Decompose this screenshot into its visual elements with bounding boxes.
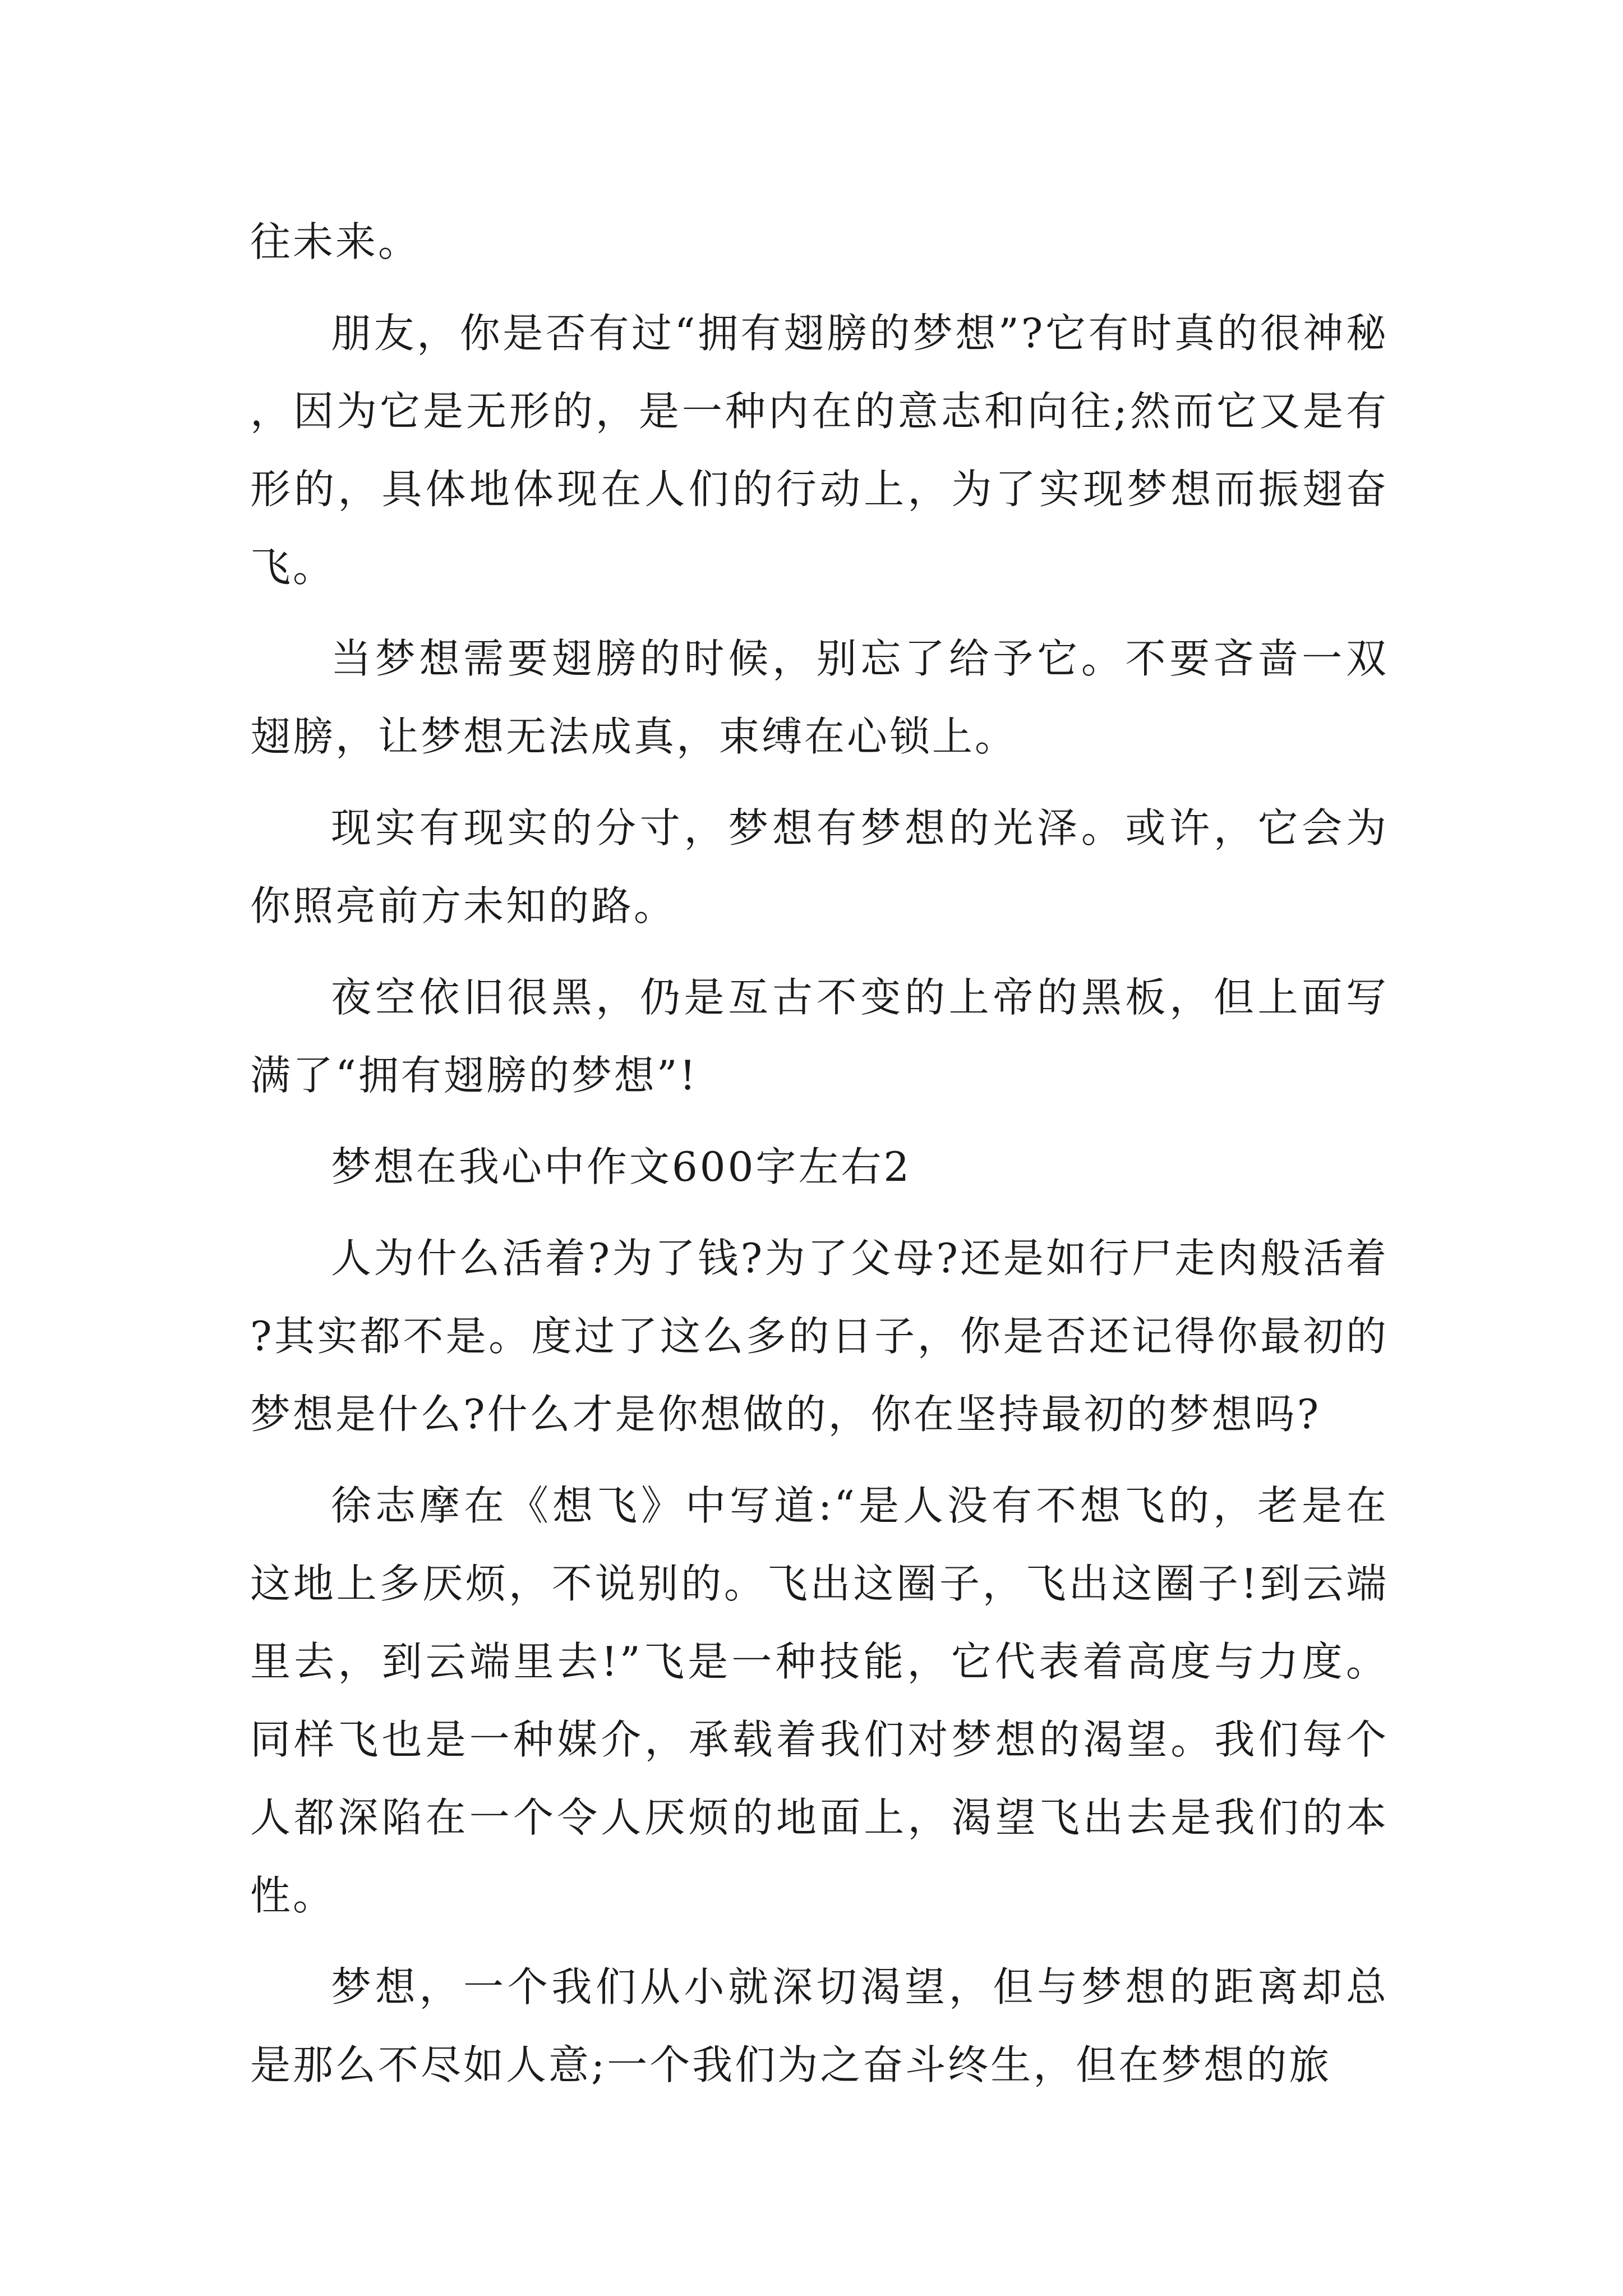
paragraph: 朋友，你是否有过“拥有翅膀的梦想”?它有时真的很神秘，因为它是无形的，是一种内在的意志和向往;然而它又是有形的，具体地体现在人们的行动上，为了实现梦想而振翅奋飞。 — [250, 310, 1389, 591]
paragraph: 当梦想需要翅膀的时候，别忘了给予它。不要吝啬一双翅膀，让梦想无法成真，束缚在心锁上。 — [250, 635, 1389, 760]
section-heading: 梦想在我心中作文600字左右2 — [331, 1143, 912, 1190]
paragraph: 梦想，一个我们从小就深切渴望，但与梦想的距离却总是那么不尽如人意;一个我们为之奋斗终生，但在梦想的旅 — [250, 1963, 1389, 2088]
paragraph: 夜空依旧很黑，仍是亙古不变的上帝的黑板，但上面写满了“拥有翅膀的梦想”! — [250, 974, 1389, 1099]
document-body — [250, 203, 1389, 2104]
paragraph: 人为什么活着?为了钱?为了父母?还是如行尸走肉般活着?其实都不是。度过了这么多的日子，你是否还记得你最初的梦想是什么?什么才是你想做的，你在坚持最初的梦想吗? — [250, 1235, 1389, 1438]
paragraph: 徐志摩在《想飞》中写道:“是人没有不想飞的，老是在这地上多厌烦，不说别的。飞出这圈子，飞出这圈子!到云端里去，到云端里去!”飞是一种技能，它代表着高度与力度。同样飞也是一种媒介，承载着我们对梦想的渴望。我们每个人都深陷在一个令人厌烦的地面上，渴望飞出去是我们的本性。 — [250, 1482, 1389, 1919]
paragraph: 往未来。 — [250, 218, 421, 265]
paragraph: 现实有现实的分寸，梦想有梦想的光泽。或许，它会为你照亮前方未知的路。 — [250, 804, 1389, 930]
